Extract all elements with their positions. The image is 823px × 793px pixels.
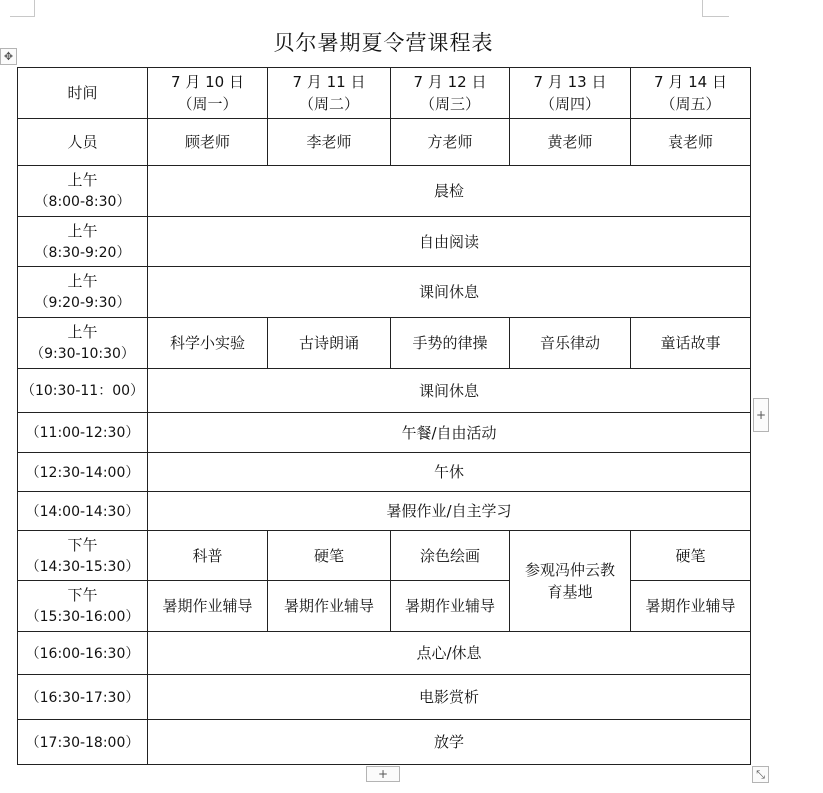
day-weekday: （周三） bbox=[419, 95, 480, 113]
activity-cell[interactable] bbox=[268, 318, 391, 369]
activity-label: 暑期作业辅导 bbox=[404, 597, 495, 615]
plus-icon: + bbox=[755, 408, 767, 422]
activity-label: 古诗朗诵 bbox=[298, 334, 359, 352]
activity-label: 手势的律操 bbox=[412, 334, 488, 352]
staff-label: 人员 bbox=[67, 133, 98, 151]
staff-row bbox=[18, 119, 751, 166]
time-range: （11:00-12:30） bbox=[25, 425, 140, 441]
activity-cell[interactable] bbox=[148, 675, 751, 720]
schedule-row-lunch bbox=[18, 413, 751, 453]
header-cell-time[interactable] bbox=[18, 68, 148, 119]
day-date: 7 月 13 日 bbox=[533, 73, 607, 91]
header-cell-day-3[interactable] bbox=[391, 68, 510, 119]
activity-cell[interactable] bbox=[148, 318, 268, 369]
activity-label: 童话故事 bbox=[660, 334, 721, 352]
schedule-row-free-reading bbox=[18, 217, 751, 267]
schedule-row-afternoon-2 bbox=[18, 581, 751, 632]
activity-label: 暑期作业辅导 bbox=[162, 597, 253, 615]
time-range: （15:30-16:00） bbox=[25, 609, 140, 625]
time-range: （10:30-11：00） bbox=[20, 383, 145, 399]
teacher-cell[interactable] bbox=[510, 119, 631, 166]
page-corner-mark-top-left bbox=[10, 0, 35, 17]
schedule-row-snack bbox=[18, 632, 751, 675]
time-range: （9:20-9:30） bbox=[34, 295, 131, 311]
activity-cell[interactable] bbox=[391, 531, 510, 581]
schedule-row-movie bbox=[18, 675, 751, 720]
teacher-name: 袁老师 bbox=[667, 133, 713, 151]
activity-label: 硬笔 bbox=[675, 546, 706, 565]
period-label: 下午 bbox=[67, 535, 98, 554]
activity-cell[interactable] bbox=[148, 413, 751, 453]
field-trip-label-line-1: 参观冯仲云教 bbox=[524, 561, 615, 579]
activity-label: 科学小实验 bbox=[169, 334, 245, 352]
resize-icon: ⤡ bbox=[756, 768, 765, 781]
period-label: 上午 bbox=[67, 221, 98, 240]
activity-label: 点心/休息 bbox=[416, 644, 482, 662]
table-header-row bbox=[18, 68, 751, 119]
activity-label: 课间休息 bbox=[418, 381, 479, 400]
time-range: （16:00-16:30） bbox=[25, 645, 140, 662]
activity-cell[interactable] bbox=[148, 581, 268, 632]
activity-cell[interactable] bbox=[148, 453, 751, 492]
activity-cell[interactable] bbox=[148, 267, 751, 318]
activity-cell[interactable] bbox=[148, 492, 751, 531]
time-cell[interactable] bbox=[18, 413, 148, 453]
schedule-row-morning-classes bbox=[18, 318, 751, 369]
day-date: 7 月 14 日 bbox=[654, 73, 727, 91]
time-range: （14:30-15:30） bbox=[25, 558, 140, 575]
time-range: （8:30-9:20） bbox=[34, 244, 131, 261]
schedule-row-homework bbox=[18, 492, 751, 531]
teacher-cell[interactable] bbox=[268, 119, 391, 166]
schedule-row-nap bbox=[18, 453, 751, 492]
period-label: 上午 bbox=[67, 323, 98, 341]
teacher-name: 李老师 bbox=[306, 133, 352, 151]
day-weekday: （周一） bbox=[177, 95, 238, 113]
time-range: （12:30-14:00） bbox=[25, 464, 140, 481]
field-trip-cell[interactable] bbox=[510, 531, 631, 632]
activity-label: 暑假作业/自主学习 bbox=[386, 502, 512, 520]
field-trip-label-line-2: 育基地 bbox=[547, 583, 593, 601]
activity-label: 课间休息 bbox=[418, 283, 479, 301]
day-weekday: （周四） bbox=[539, 95, 600, 113]
activity-label: 自由阅读 bbox=[418, 232, 479, 251]
activity-cell[interactable] bbox=[148, 166, 751, 217]
schedule-row-late-morning-break bbox=[18, 369, 751, 413]
day-weekday: （周五） bbox=[660, 95, 721, 113]
activity-cell[interactable] bbox=[631, 531, 751, 581]
teacher-name: 顾老师 bbox=[184, 133, 230, 151]
plus-icon: + bbox=[377, 767, 389, 781]
activity-label: 科普 bbox=[192, 546, 223, 565]
time-cell[interactable] bbox=[18, 217, 148, 267]
time-range: （9:30-10:30） bbox=[30, 346, 135, 362]
teacher-name: 黄老师 bbox=[547, 133, 593, 151]
header-cell-day-5[interactable] bbox=[631, 68, 751, 119]
activity-label: 音乐律动 bbox=[539, 334, 600, 352]
time-cell[interactable] bbox=[18, 632, 148, 675]
activity-label: 电影赏析 bbox=[418, 688, 479, 706]
document-title: 贝尔暑期夏令营课程表 bbox=[273, 31, 494, 55]
time-range: （17:30-18:00） bbox=[25, 734, 140, 751]
day-date: 7 月 12 日 bbox=[413, 73, 487, 91]
staff-label-cell[interactable] bbox=[18, 119, 148, 166]
day-weekday: （周二） bbox=[298, 95, 359, 113]
header-time-label: 时间 bbox=[67, 84, 98, 102]
activity-cell[interactable] bbox=[268, 531, 391, 581]
time-cell[interactable] bbox=[18, 492, 148, 531]
time-cell[interactable] bbox=[18, 581, 148, 632]
activity-cell[interactable] bbox=[391, 318, 510, 369]
activity-label: 涂色绘画 bbox=[419, 546, 480, 565]
period-label: 上午 bbox=[67, 171, 98, 189]
table-resize-handle[interactable] bbox=[752, 766, 769, 783]
activity-label: 午餐/自由活动 bbox=[401, 423, 497, 442]
time-cell[interactable] bbox=[18, 675, 148, 720]
activity-cell[interactable] bbox=[148, 632, 751, 675]
header-cell-day-4[interactable] bbox=[510, 68, 631, 119]
time-cell[interactable] bbox=[18, 453, 148, 492]
activity-label: 晨检 bbox=[433, 182, 464, 200]
activity-label: 暑期作业辅导 bbox=[283, 597, 374, 615]
move-icon: ✥ bbox=[3, 50, 14, 63]
activity-cell[interactable] bbox=[631, 318, 751, 369]
time-cell[interactable] bbox=[18, 369, 148, 413]
schedule-table bbox=[17, 67, 751, 765]
time-cell[interactable] bbox=[18, 166, 148, 217]
header-cell-day-1[interactable] bbox=[148, 68, 268, 119]
activity-cell[interactable] bbox=[148, 531, 268, 581]
time-cell[interactable] bbox=[18, 531, 148, 581]
add-row-button[interactable] bbox=[366, 766, 400, 782]
day-date: 7 月 11 日 bbox=[292, 73, 366, 91]
period-label: 下午 bbox=[67, 586, 98, 604]
day-date: 7 月 10 日 bbox=[171, 73, 244, 91]
schedule-row-morning-break bbox=[18, 267, 751, 318]
table-move-handle[interactable] bbox=[0, 48, 17, 65]
activity-label: 午休 bbox=[433, 463, 464, 481]
time-cell[interactable] bbox=[18, 267, 148, 318]
activity-cell[interactable] bbox=[510, 318, 631, 369]
schedule-row-afternoon-1 bbox=[18, 531, 751, 581]
activity-cell[interactable] bbox=[148, 720, 751, 765]
header-cell-day-2[interactable] bbox=[268, 68, 391, 119]
time-range: （16:30-17:30） bbox=[25, 689, 140, 706]
activity-label: 硬笔 bbox=[313, 546, 344, 565]
activity-cell[interactable] bbox=[148, 369, 751, 413]
activity-cell[interactable] bbox=[268, 581, 391, 632]
activity-cell[interactable] bbox=[631, 581, 751, 632]
teacher-cell[interactable] bbox=[391, 119, 510, 166]
schedule-row-dismissal bbox=[18, 720, 751, 765]
activity-label: 暑期作业辅导 bbox=[645, 597, 736, 615]
period-label: 上午 bbox=[67, 272, 98, 290]
time-range: （14:00-14:30） bbox=[25, 503, 140, 520]
activity-label: 放学 bbox=[433, 733, 464, 751]
schedule-row-morning-check bbox=[18, 166, 751, 217]
page-corner-mark-top-right bbox=[702, 0, 729, 17]
teacher-cell[interactable] bbox=[148, 119, 268, 166]
time-cell[interactable] bbox=[18, 720, 148, 765]
activity-cell[interactable] bbox=[148, 217, 751, 267]
activity-cell[interactable] bbox=[391, 581, 510, 632]
teacher-cell[interactable] bbox=[631, 119, 751, 166]
add-column-button[interactable] bbox=[753, 398, 769, 432]
teacher-name: 方老师 bbox=[427, 133, 473, 151]
time-cell[interactable] bbox=[18, 318, 148, 369]
time-range: （8:00-8:30） bbox=[34, 194, 131, 210]
